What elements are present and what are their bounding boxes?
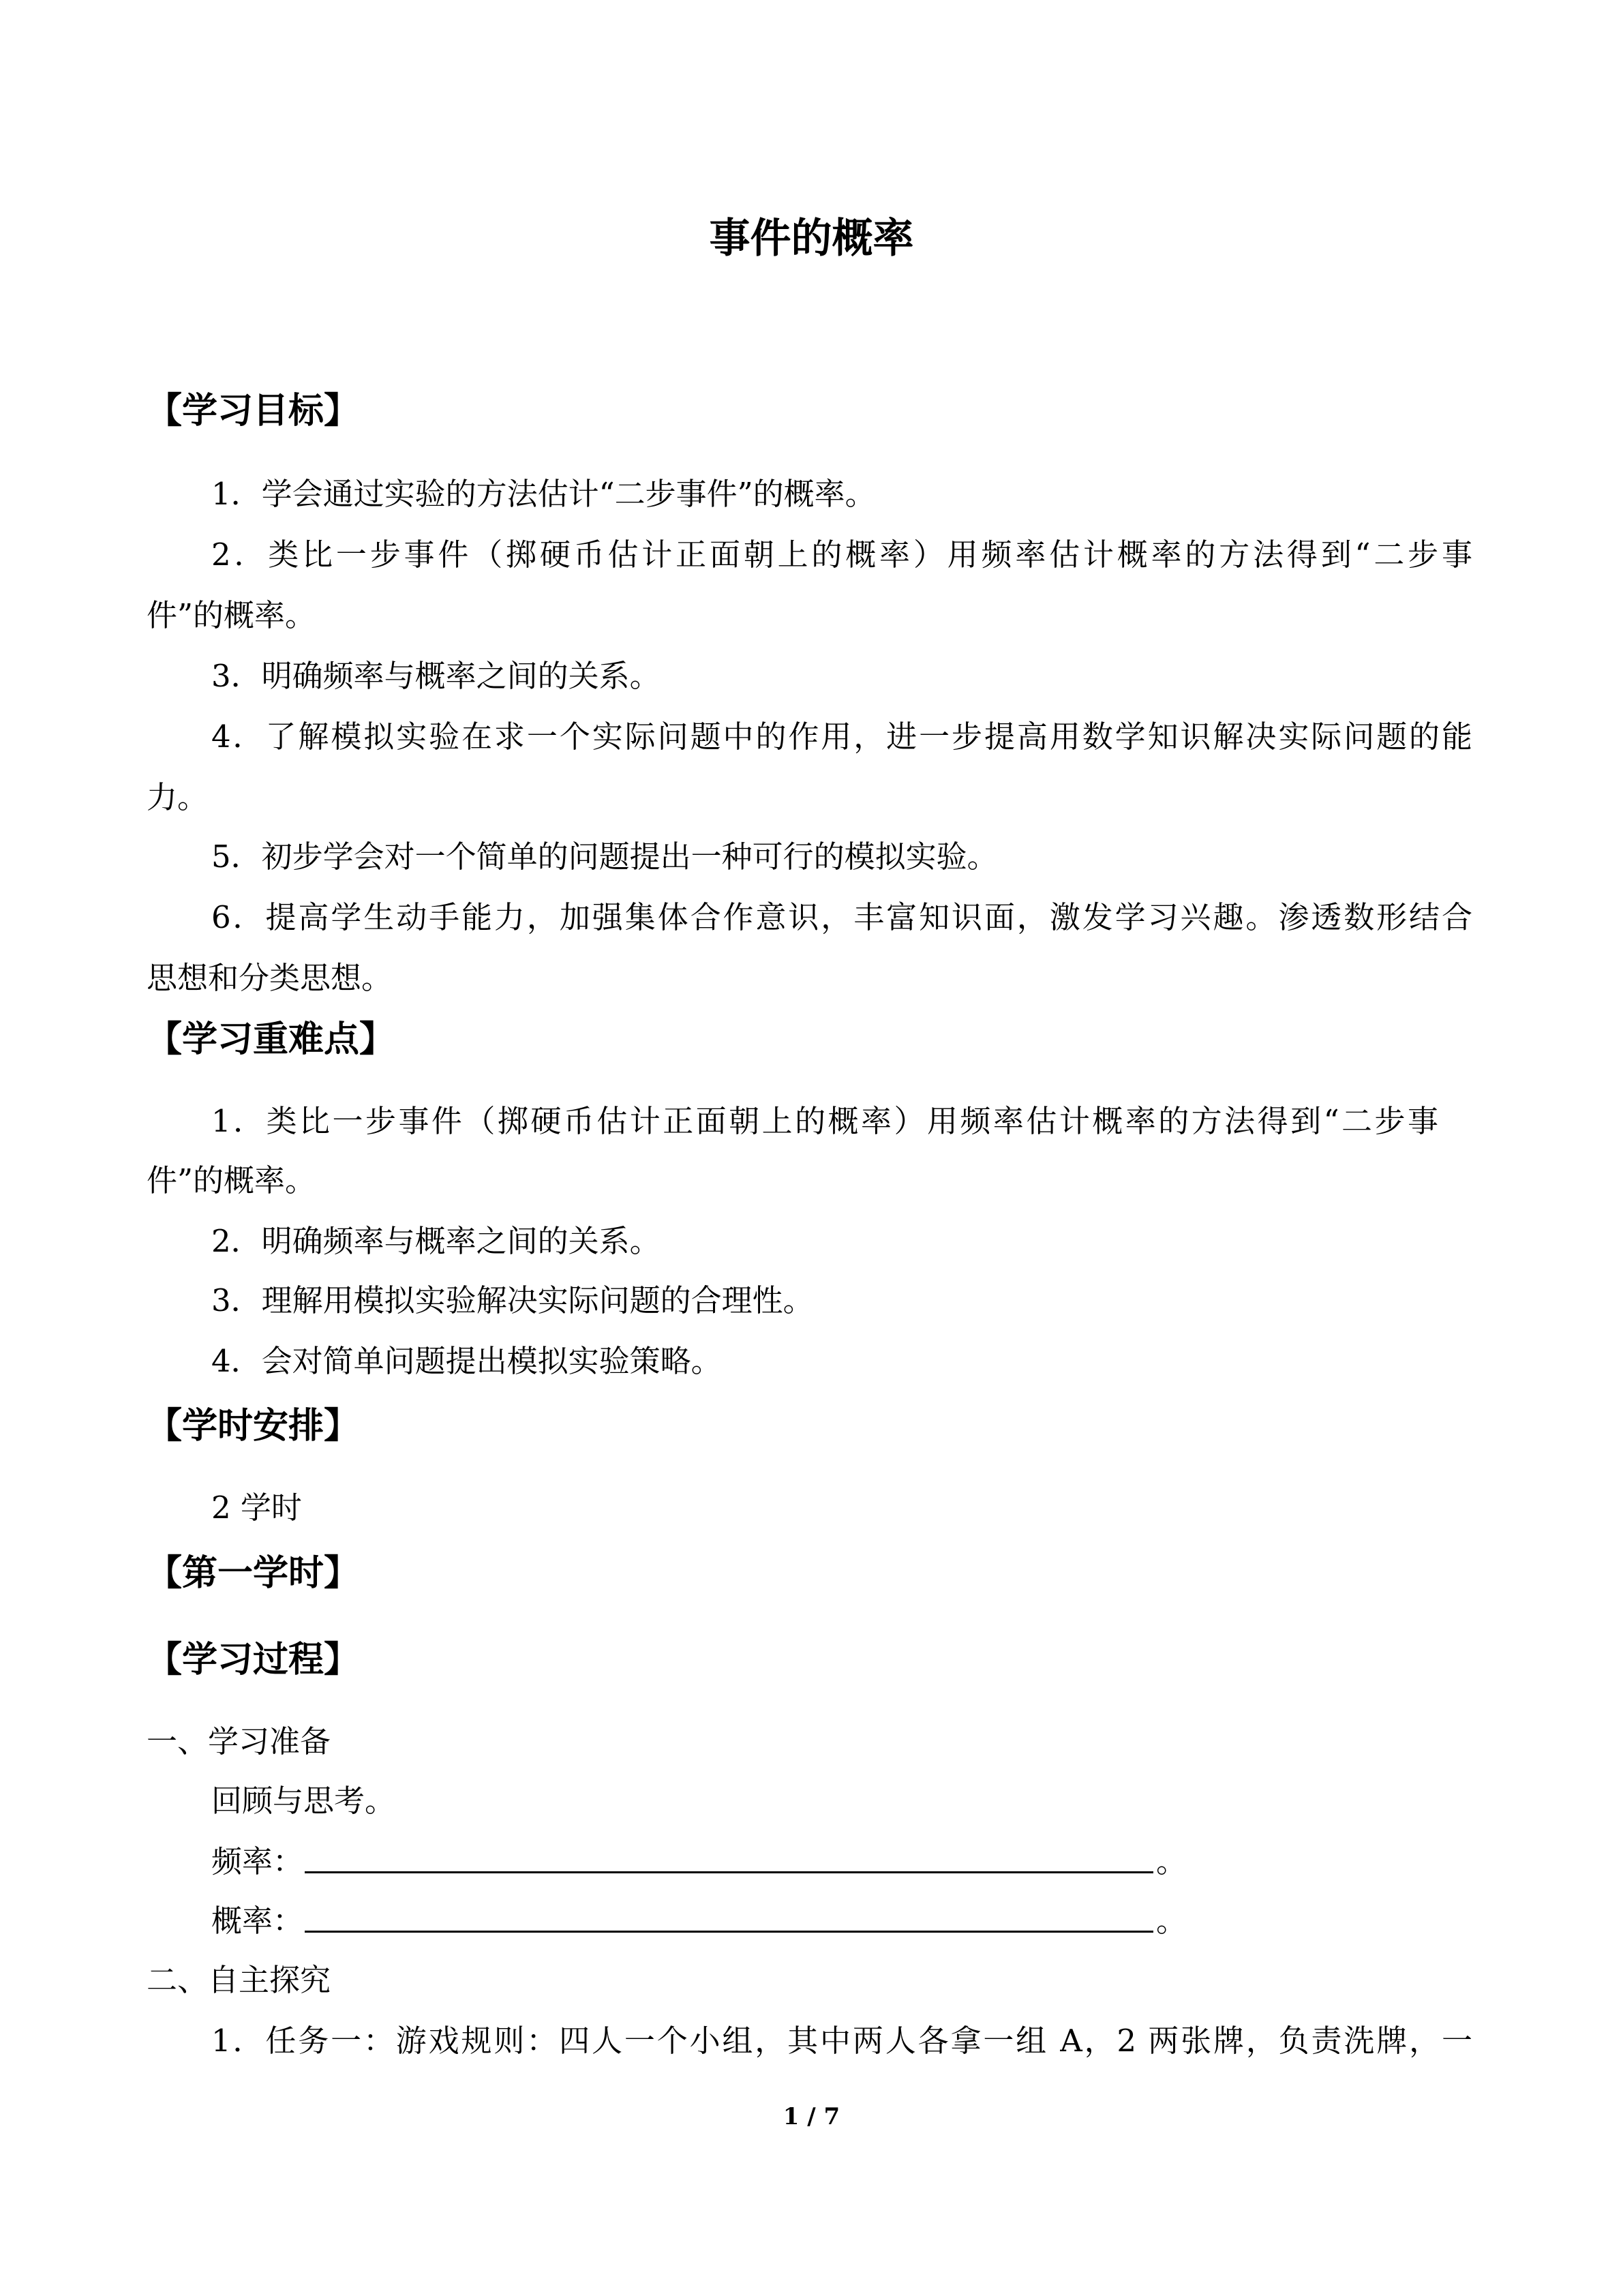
objective-item-1: 1．学会通过实验的方法估计“二步事件”的概率。 <box>211 476 876 512</box>
frequency-period: 。 <box>1156 1843 1187 1879</box>
process-heading: 【学习过程】 <box>147 1640 360 1680</box>
objectives-heading: 【学习目标】 <box>147 391 360 432</box>
schedule-heading: 【学时安排】 <box>147 1406 360 1447</box>
key-point-item-1: 1．类比一步事件（掷硬币估计正面朝上的概率）用频率估计概率的方法得到“二步事 <box>211 1103 1438 1139</box>
key-point-item-4: 4．会对简单问题提出模拟实验策略。 <box>211 1343 722 1379</box>
probability-blank-row <box>211 1897 1187 1945</box>
review-text: 回顾与思考。 <box>211 1783 396 1819</box>
prep-section-title: 一、学习准备 <box>147 1723 331 1759</box>
key-point-item-2: 2．明确频率与概率之间的关系。 <box>211 1223 661 1259</box>
page-number: 1 / 7 <box>783 2103 840 2130</box>
frequency-blank-row <box>211 1838 1187 1886</box>
objective-item-4: 4．了解模拟实验在求一个实际问题中的作用，进一步提高用数学知识解决实际问题的能 <box>211 719 1472 755</box>
schedule-text: 2 学时 <box>211 1490 302 1526</box>
key-point-item-1-cont: 件”的概率。 <box>147 1162 316 1198</box>
objective-item-2-cont: 件”的概率。 <box>147 597 316 633</box>
objective-item-3: 3．明确频率与概率之间的关系。 <box>211 658 661 694</box>
frequency-answer-line <box>305 1869 1153 1873</box>
objective-item-6-cont: 思想和分类思想。 <box>147 960 393 996</box>
key-point-item-3: 3．理解用模拟实验解决实际问题的合理性。 <box>211 1282 814 1318</box>
page-title: 事件的概率 <box>709 215 914 262</box>
probability-period: 。 <box>1156 1903 1187 1939</box>
task-one-text: 1．任务一：游戏规则：四人一个小组，其中两人各拿一组 A，2 两张牌，负责洗牌，一 <box>211 2023 1472 2059</box>
objective-item-4-cont: 力。 <box>147 779 209 815</box>
probability-answer-line <box>305 1928 1153 1933</box>
probability-label: 概率： <box>211 1903 304 1939</box>
objective-item-6: 6．提高学生动手能力，加强集体合作意识，丰富知识面，激发学习兴趣。渗透数形结合 <box>211 899 1472 935</box>
explore-section-title: 二、自主探究 <box>147 1962 331 1998</box>
objective-item-2: 2．类比一步事件（掷硬币估计正面朝上的概率）用频率估计概率的方法得到“二步事 <box>211 537 1472 573</box>
first-lesson-heading: 【第一学时】 <box>147 1553 360 1594</box>
key-points-heading: 【学习重难点】 <box>147 1019 395 1060</box>
objective-item-5: 5．初步学会对一个简单的问题提出一种可行的模拟实验。 <box>211 839 998 875</box>
frequency-label: 频率： <box>211 1843 304 1879</box>
